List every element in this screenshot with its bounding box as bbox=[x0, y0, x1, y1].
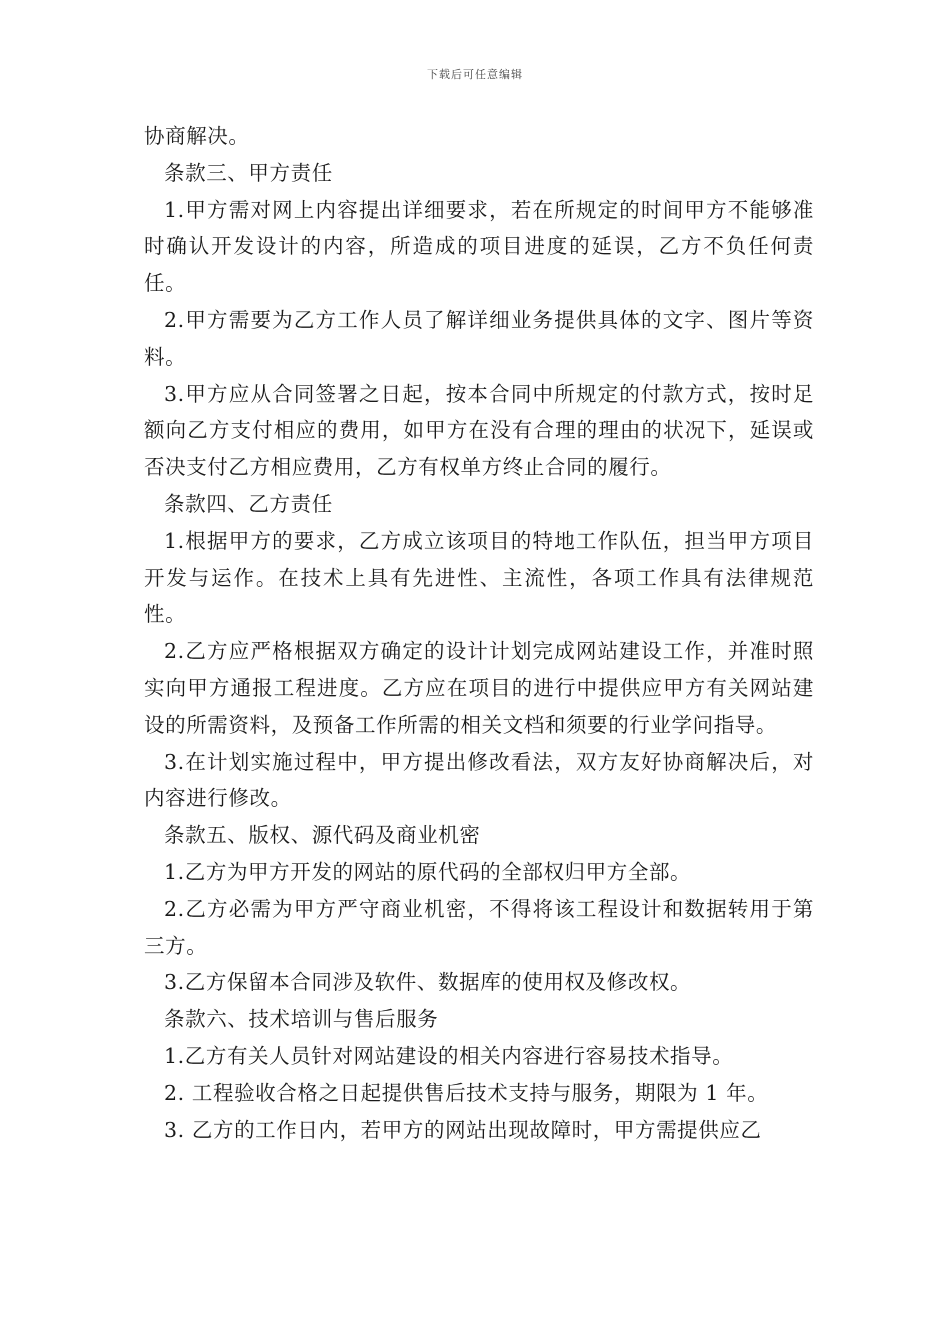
clause-item: 1.甲方需对网上内容提出详细要求，若在所规定的时间甲方不能够准时确认开发设计的内容，所造成的项目进度的延误，乙方不负任何责任。 bbox=[144, 197, 814, 296]
clause-item: 3. 乙方的工作日内，若甲方的网站出现故障时，甲方需提供应乙 bbox=[164, 1117, 762, 1142]
section-heading-6: 条款六、技术培训与售后服务 bbox=[164, 1007, 439, 1032]
clause-item: 2.乙方应严格根据双方确定的设计计划完成网站建设工作，并准时照实向甲方通报工程进度。乙方应在项目的进行中提供应甲方有关网站建设的所需资料，及预备工作所需的相关文档和须要的行业学问指导。 bbox=[144, 639, 814, 737]
clause-item: 1.乙方有关人员针对网站建设的相关内容进行容易技术指导。 bbox=[164, 1043, 734, 1068]
clause-item: 3.乙方保留本合同涉及软件、数据库的使用权及修改权。 bbox=[164, 970, 692, 995]
section-heading-4: 条款四、乙方责任 bbox=[164, 491, 333, 516]
clause-item: 1.乙方为甲方开发的网站的原代码的全部权归甲方全部。 bbox=[164, 859, 692, 884]
clause-item: 2.乙方必需为甲方严守商业机密，不得将该工程设计和数据转用于第三方。 bbox=[144, 896, 814, 958]
clause-item: 3.甲方应从合同签署之日起，按本合同中所规定的付款方式，按时足额向乙方支付相应的费用，如甲方在没有合理的理由的状况下，延误或否决支付乙方相应费用，乙方有权单方终止合同的履行。 bbox=[144, 381, 814, 480]
clause-item: 2.甲方需要为乙方工作人员了解详细业务提供具体的文字、图片等资料。 bbox=[144, 307, 814, 369]
section-heading-5: 条款五、版权、源代码及商业机密 bbox=[164, 823, 481, 848]
clause-item: 2. 工程验收合格之日起提供售后技术支持与服务，期限为 1 年。 bbox=[164, 1080, 769, 1105]
page-header: 下载后可任意编辑 bbox=[427, 68, 523, 81]
clause-item: 1.根据甲方的要求，乙方成立该项目的特地工作队伍，担当甲方项目开发与运作。在技术上具有先进性、主流性，各项工作具有法律规范性。 bbox=[144, 528, 814, 627]
clause-item: 3.在计划实施过程中，甲方提出修改看法，双方友好协商解决后，对内容进行修改。 bbox=[144, 749, 814, 811]
section-heading-3: 条款三、甲方责任 bbox=[164, 160, 333, 185]
document-body bbox=[144, 118, 814, 1148]
paragraph-continuation: 协商解决。 bbox=[144, 124, 250, 148]
